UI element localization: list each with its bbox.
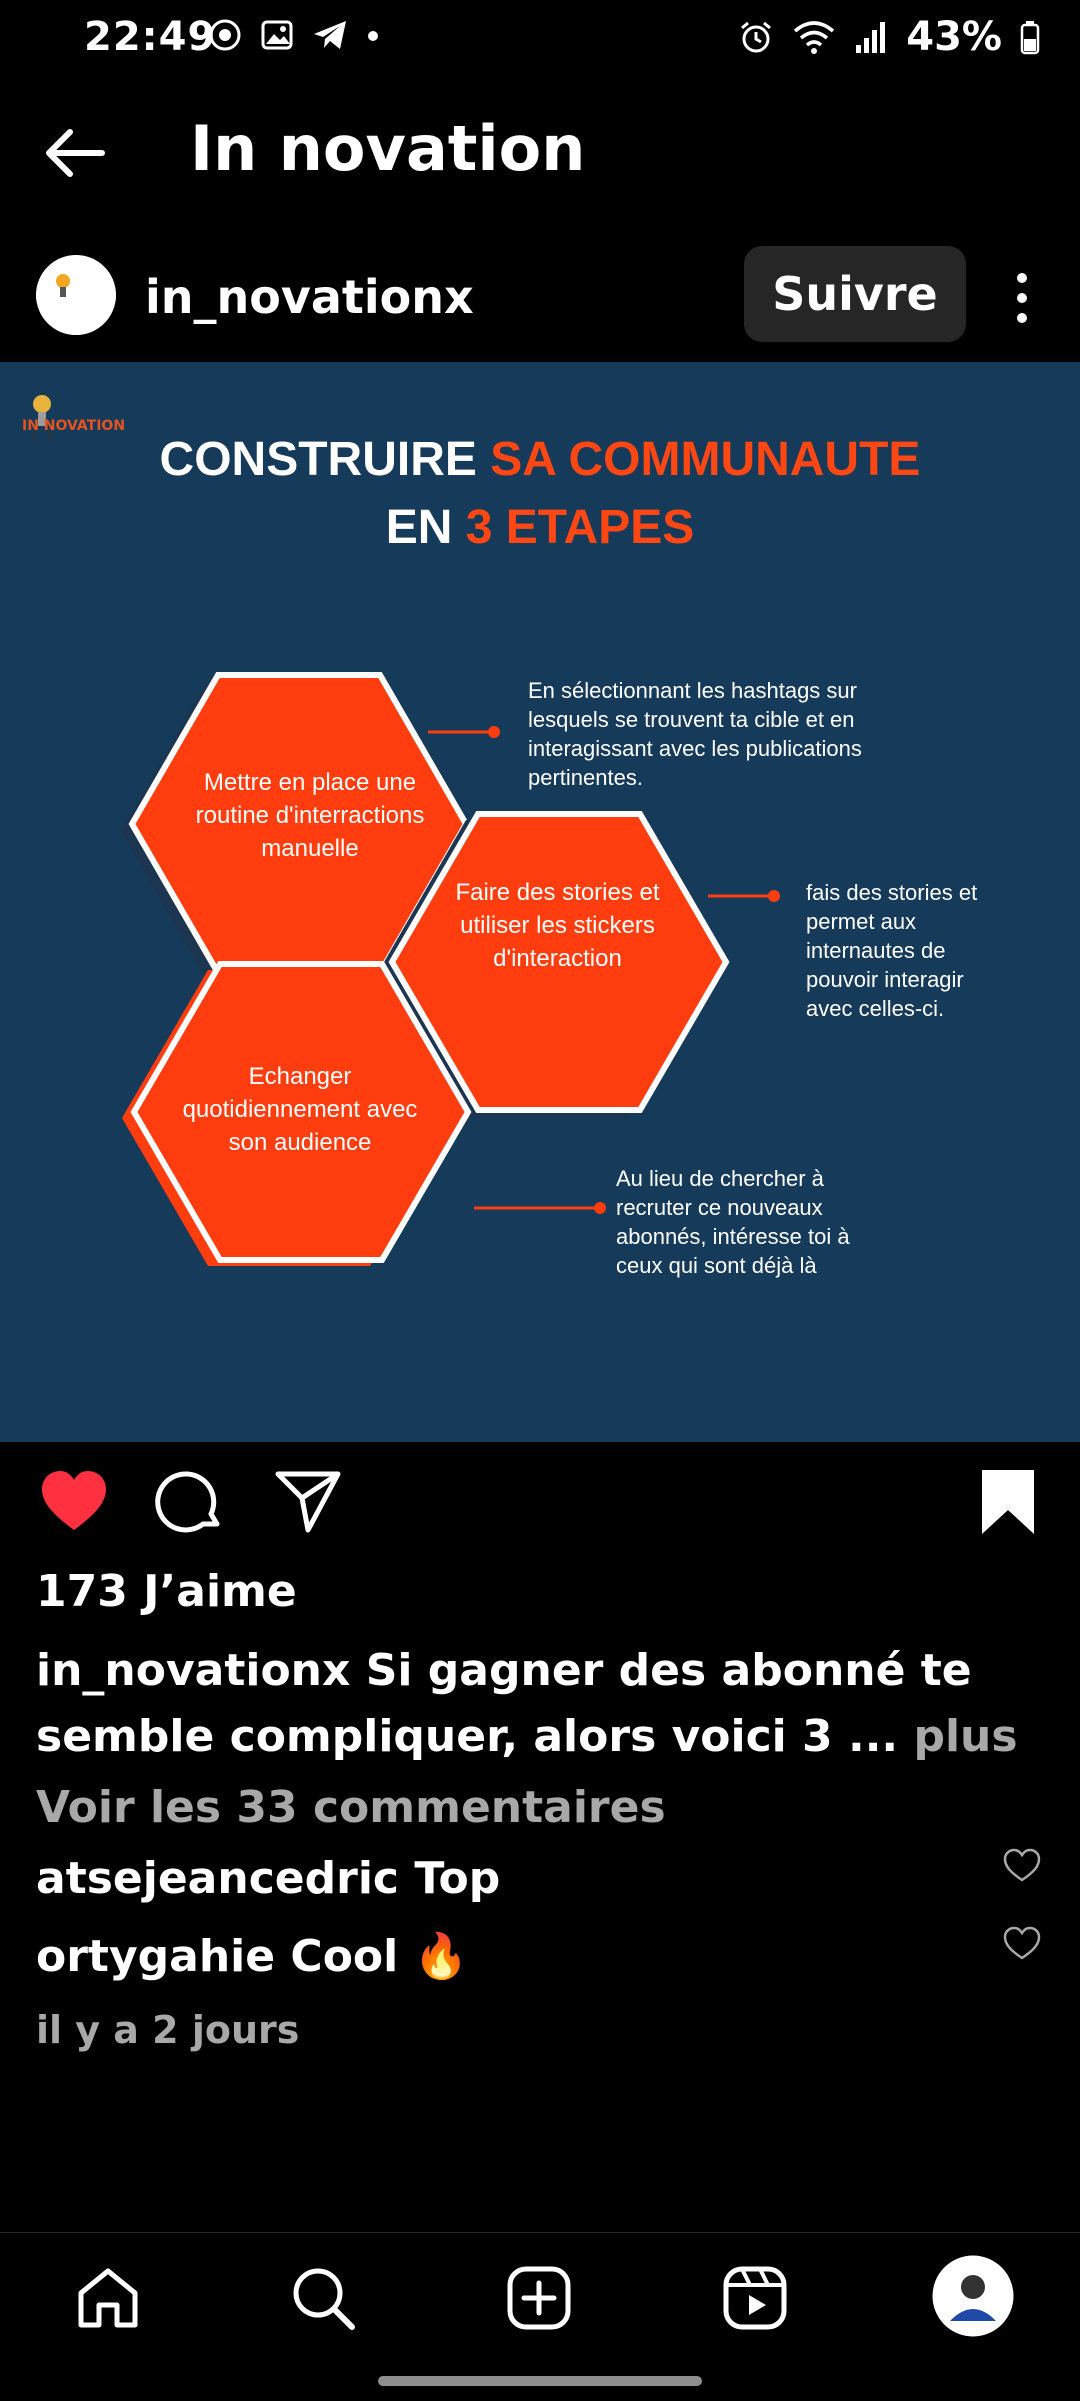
dot-icon [366,18,380,52]
comment-item [36,1853,500,1904]
headline-highlight: SA COMMUNAUTE [490,433,921,486]
heart-icon[interactable] [38,1466,110,1538]
search-icon[interactable] [288,2263,358,2333]
caption-text: Si gagner des abonné te semble compliquer, alors voici 3 ... [36,1645,972,1762]
connector-dot [768,890,780,902]
more-options-icon[interactable] [1008,268,1036,328]
caption-more-link[interactable]: plus [913,1711,1018,1762]
step-2-label: Faire des stories et utiliser les stickers d'interaction [455,879,660,972]
view-comments-link[interactable]: Voir les 33 commentaires [36,1782,666,1833]
comment-username[interactable]: ortygahie [36,1931,276,1982]
step-1-description: En sélectionnant les hashtags sur lesquels se trouvent ta cible et en interagissant avec les publications pertinentes. [528,678,862,790]
back-arrow-icon[interactable] [40,118,110,188]
comment-like-icon[interactable] [1002,1846,1042,1886]
status-bar [0,0,1080,80]
telegram-icon [312,18,348,52]
page-title: In novation [190,112,586,185]
status-notification-icons [208,18,380,52]
post-image[interactable] [0,362,1080,1442]
signal-icon [854,19,888,55]
bookmark-icon[interactable] [972,1466,1044,1538]
status-time: 22:49 [84,14,217,60]
headline-part: CONSTRUIRE [159,433,477,486]
create-icon[interactable] [504,2263,574,2333]
post-date: il y a 2 jours [36,2008,300,2052]
headline-highlight: 3 ETAPES [465,501,695,554]
reels-icon[interactable] [720,2263,790,2333]
club-badge-icon [208,18,242,52]
brand-logo-text: IN NOVATION [22,418,126,434]
likes-count[interactable]: 173 J’aime [36,1566,297,1617]
connector-dot [594,1202,606,1214]
battery-icon [1020,19,1040,55]
step-2-description: fais des stories et permet aux internautes de pouvoir interagir avec celles-ci. [806,880,978,1021]
avatar-logo [36,255,116,335]
profile-avatar[interactable] [932,2255,1014,2337]
status-system-icons [738,14,1040,60]
comment-text: Cool 🔥 [290,1931,469,1982]
wifi-icon [792,19,836,55]
gesture-home-bar[interactable] [378,2376,702,2386]
headline-part: EN [385,501,453,554]
share-icon[interactable] [272,1466,344,1538]
post-caption [36,1638,1046,1770]
gallery-icon [260,18,294,52]
comment-text: Top [414,1853,501,1904]
author-username[interactable]: in_novationx [145,270,474,324]
comment-icon[interactable] [155,1466,227,1538]
author-avatar[interactable] [36,255,116,335]
comment-like-icon[interactable] [1002,1924,1042,1964]
comment-item [36,1930,468,1982]
follow-button[interactable]: Suivre [744,246,966,342]
connector-dot [488,726,500,738]
step-3-description: Au lieu de chercher à recruter ce nouveaux abonnés, intéresse toi à ceux qui sont déjà là [616,1166,850,1278]
home-icon[interactable] [73,2263,143,2333]
battery-percentage: 43% [906,14,1002,60]
alarm-icon [738,19,774,55]
step-1-label: Mettre en place une routine d'interractions manuelle [195,769,425,862]
caption-username[interactable]: in_novationx [36,1645,351,1696]
comment-username[interactable]: atsejeancedric [36,1853,399,1904]
step-3-label: Echanger quotidiennement avec son audience [182,1063,418,1156]
